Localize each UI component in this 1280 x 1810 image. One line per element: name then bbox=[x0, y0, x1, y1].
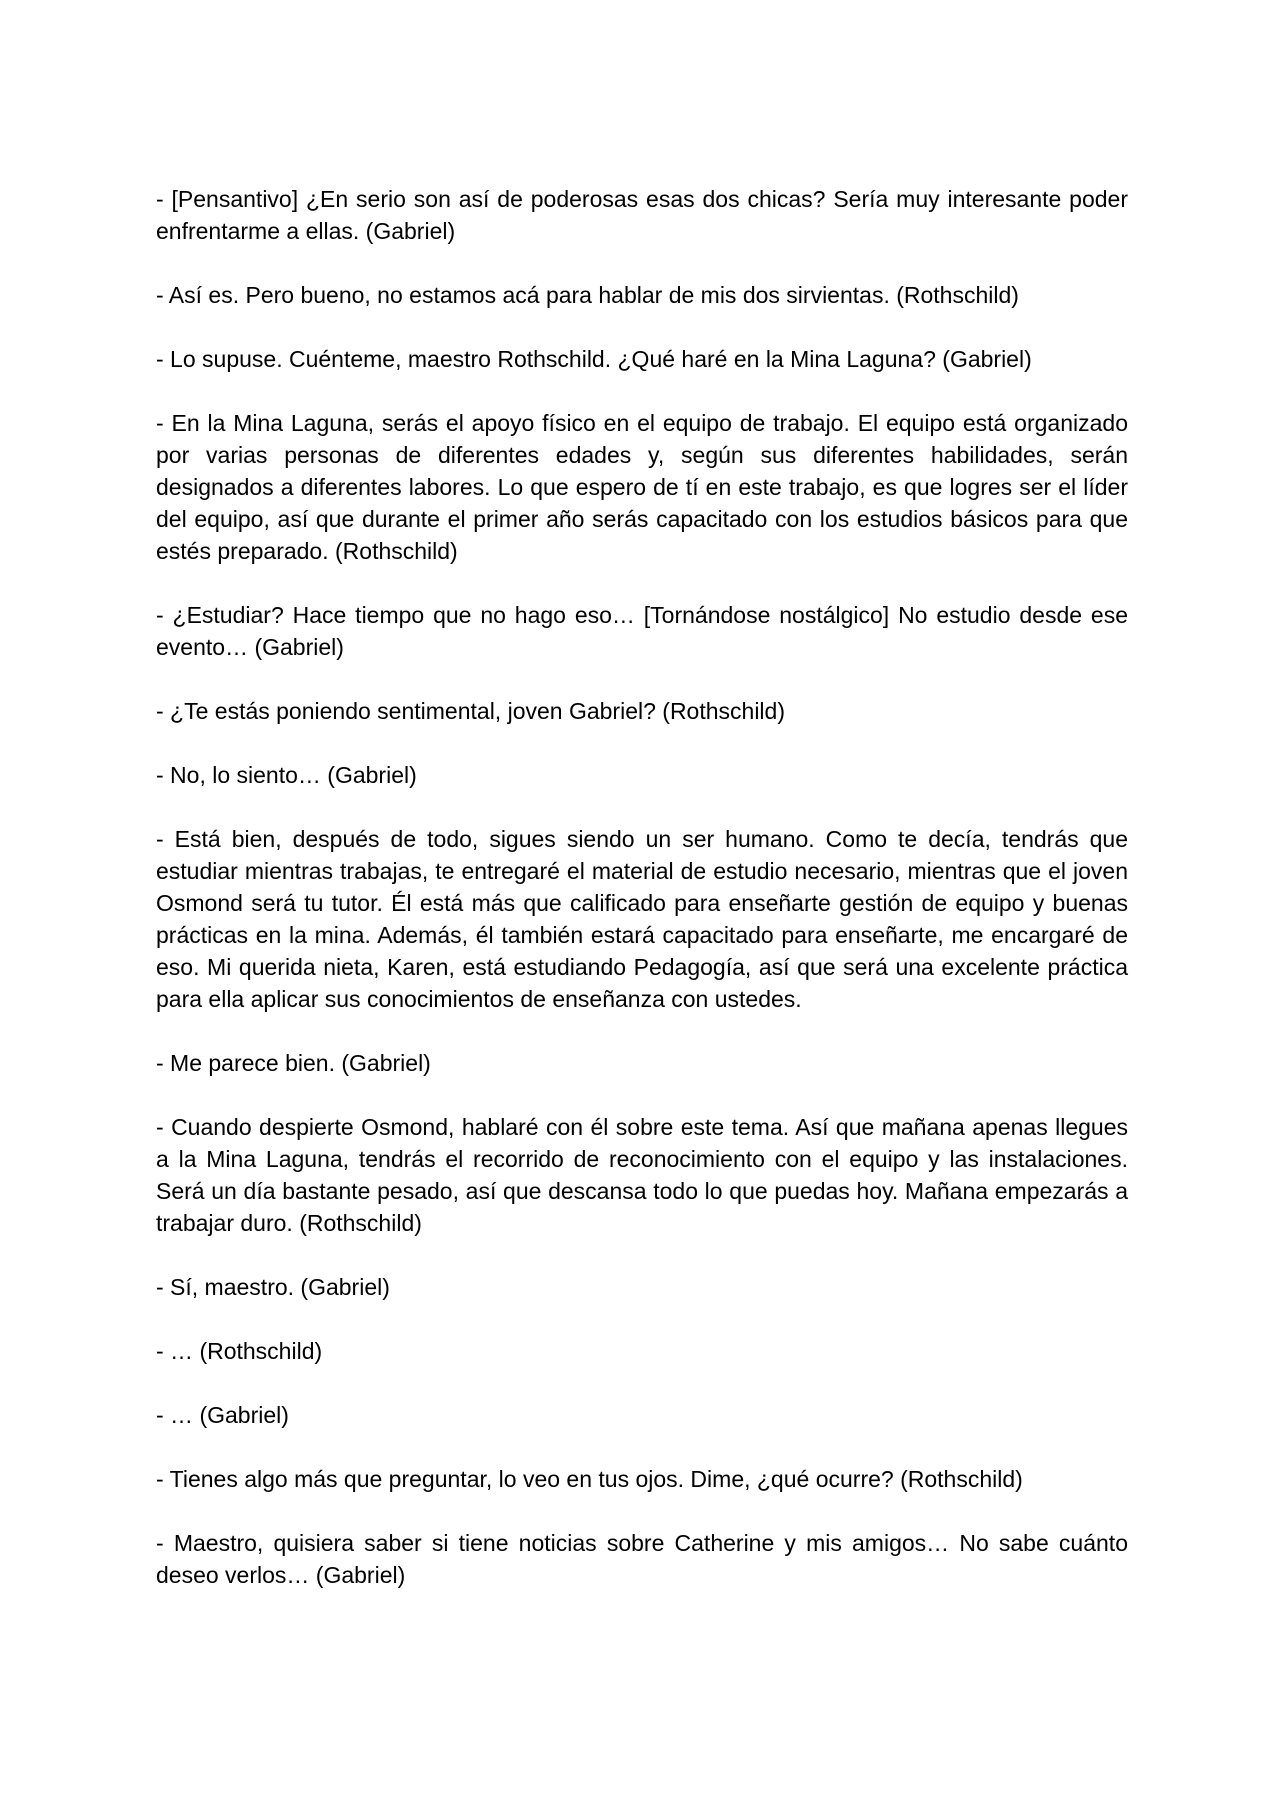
dialogue-paragraph: - Así es. Pero bueno, no estamos acá para hablar de mis dos sirvientas. (Rothschild) bbox=[156, 282, 1019, 308]
dialogue-paragraph: - … (Rothschild) bbox=[156, 1338, 323, 1364]
dialogue-paragraph: - En la Mina Laguna, serás el apoyo físico en el equipo de trabajo. El equipo está organizado por varias personas de diferentes edades y, según sus diferentes habilidades, serán designados a diferentes labores. Lo que espero de tí en este trabajo, es que logres ser el líder del equipo, así que durante el primer año serás capacitado con los estudios básicos para que estés preparado. (Rothschild) bbox=[156, 410, 1128, 564]
dialogue-paragraph: - ¿Te estás poniendo sentimental, joven Gabriel? (Rothschild) bbox=[156, 698, 785, 724]
dialogue-paragraph: - Está bien, después de todo, sigues siendo un ser humano. Como te decía, tendrás que estudiar mientras trabajas, te entregaré el material de estudio necesario, mientras que el joven Osmond será tu tutor. Él está más que calificado para enseñarte gestión de equipo y buenas prácticas en la mina. Además, él también estará capacitado para enseñarte, me encargaré de eso. Mi querida nieta, Karen, está estudiando Pedagogía, así que será una excelente práctica para ella aplicar sus conocimientos de enseñanza con ustedes. bbox=[156, 826, 1128, 1012]
dialogue-paragraph: - … (Gabriel) bbox=[156, 1402, 289, 1428]
dialogue-paragraph: - ¿Estudiar? Hace tiempo que no hago eso… [Tornándose nostálgico] No estudio desde ese evento… (Gabriel) bbox=[156, 602, 1128, 660]
document-body bbox=[156, 183, 1128, 1623]
dialogue-paragraph: - Maestro, quisiera saber si tiene noticias sobre Catherine y mis amigos… No sabe cuánto deseo verlos… (Gabriel) bbox=[156, 1530, 1128, 1588]
dialogue-paragraph: - Tienes algo más que preguntar, lo veo en tus ojos. Dime, ¿qué ocurre? (Rothschild) bbox=[156, 1466, 1023, 1492]
dialogue-paragraph: - No, lo siento… (Gabriel) bbox=[156, 762, 417, 788]
dialogue-paragraph: - Me parece bien. (Gabriel) bbox=[156, 1050, 431, 1076]
dialogue-paragraph: - [Pensantivo] ¿En serio son así de poderosas esas dos chicas? Sería muy interesante poder enfrentarme a ellas. (Gabriel) bbox=[156, 186, 1128, 244]
dialogue-paragraph: - Sí, maestro. (Gabriel) bbox=[156, 1274, 390, 1300]
dialogue-paragraph: - Lo supuse. Cuénteme, maestro Rothschild. ¿Qué haré en la Mina Laguna? (Gabriel) bbox=[156, 346, 1032, 372]
dialogue-paragraph: - Cuando despierte Osmond, hablaré con él sobre este tema. Así que mañana apenas llegues a la Mina Laguna, tendrás el recorrido de reconocimiento con el equipo y las instalaciones. Será un día bastante pesado, así que descansa todo lo que puedas hoy. Mañana empezarás a trabajar duro. (Rothschild) bbox=[156, 1114, 1128, 1236]
